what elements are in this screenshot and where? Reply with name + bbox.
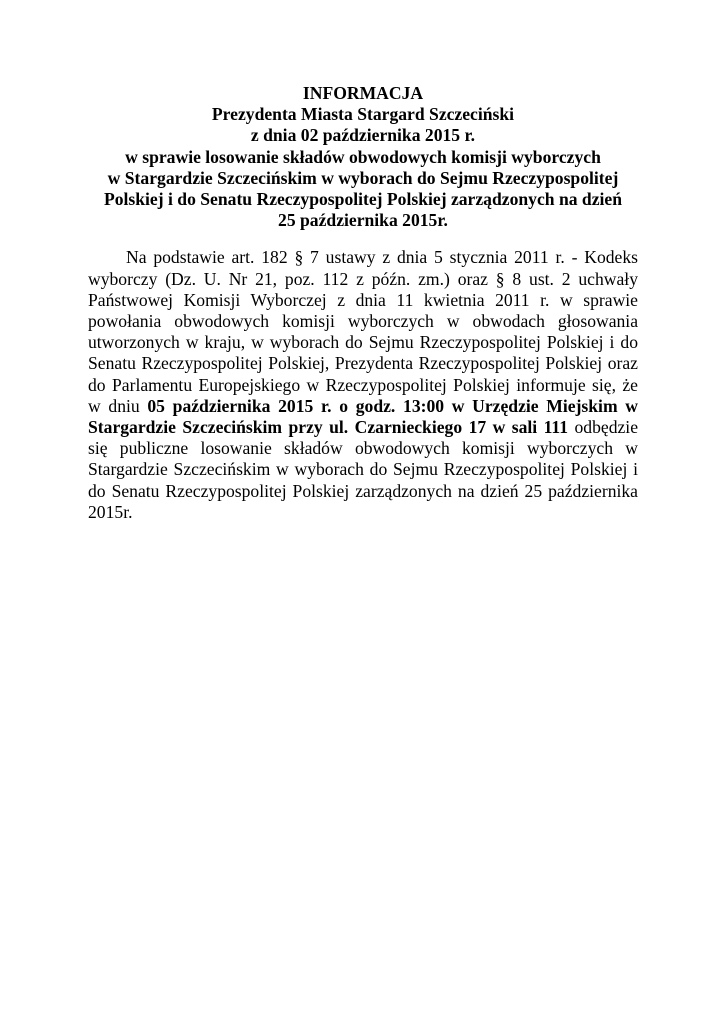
heading-date: z dnia 02 października 2015 r. [250,125,476,146]
heading-subject-line-1: w sprawie losowanie składów obwodowych komisji wyborczych [125,146,601,167]
heading-issuer: Prezydenta Miasta Stargard Szczeciński [211,104,515,125]
body-text-part-2: odbędzie się publiczne losowanie składów obwodowych komisji wyborczych w Stargardzie Szczecińskim w wyborach do Sejmu Rzeczypospolitej Polskiej i do Senatu Rzeczypospolitej Polskiej zarządzonych na dzień 25 października 2015r. [88,417,639,522]
document-page [88,83,638,523]
body-text-emphasis: 05 października 2015 r. o godz. 13:00 w Urzędzie Miejskim w Stargardzie Szczecińskim przy ul. Czarnieckiego 17 w sali 111 [88,395,638,438]
heading-subject-line-2: w Stargardzie Szczecińskim w wyborach do Sejmu Rzeczypospolitej [107,167,619,188]
document-heading [88,83,638,231]
heading-election-date: 25 października 2015r. [278,210,448,231]
body-text-part-1: Na podstawie art. 182 § 7 ustawy z dnia 5 stycznia 2011 r. - Kodeks wyborczy (Dz. U. Nr 21, poz. 112 z późn. zm.) oraz § 8 ust. 2 uchwały Państwowej Komisji Wyborczej z dnia 11 kwietnia 2011 r. w sprawie powołania obwodowych komisji wyborczych w obwodach głosowania utworzonych w kraju, w wyborach do Sejmu Rzeczypospolitej Polskiej i do Senatu Rzeczypospolitej Polskiej, Prezydenta Rzeczypospolitej Polskiej oraz do Parlamentu Europejskiego w Rzeczypospolitej Polskiej informuje się, że w dniu [88,247,638,416]
body-paragraph [88,247,638,523]
heading-title: INFORMACJA [302,83,424,103]
heading-subject-line-3: Polskiej i do Senatu Rzeczypospolitej Polskiej zarządzonych na dzień [103,189,622,210]
